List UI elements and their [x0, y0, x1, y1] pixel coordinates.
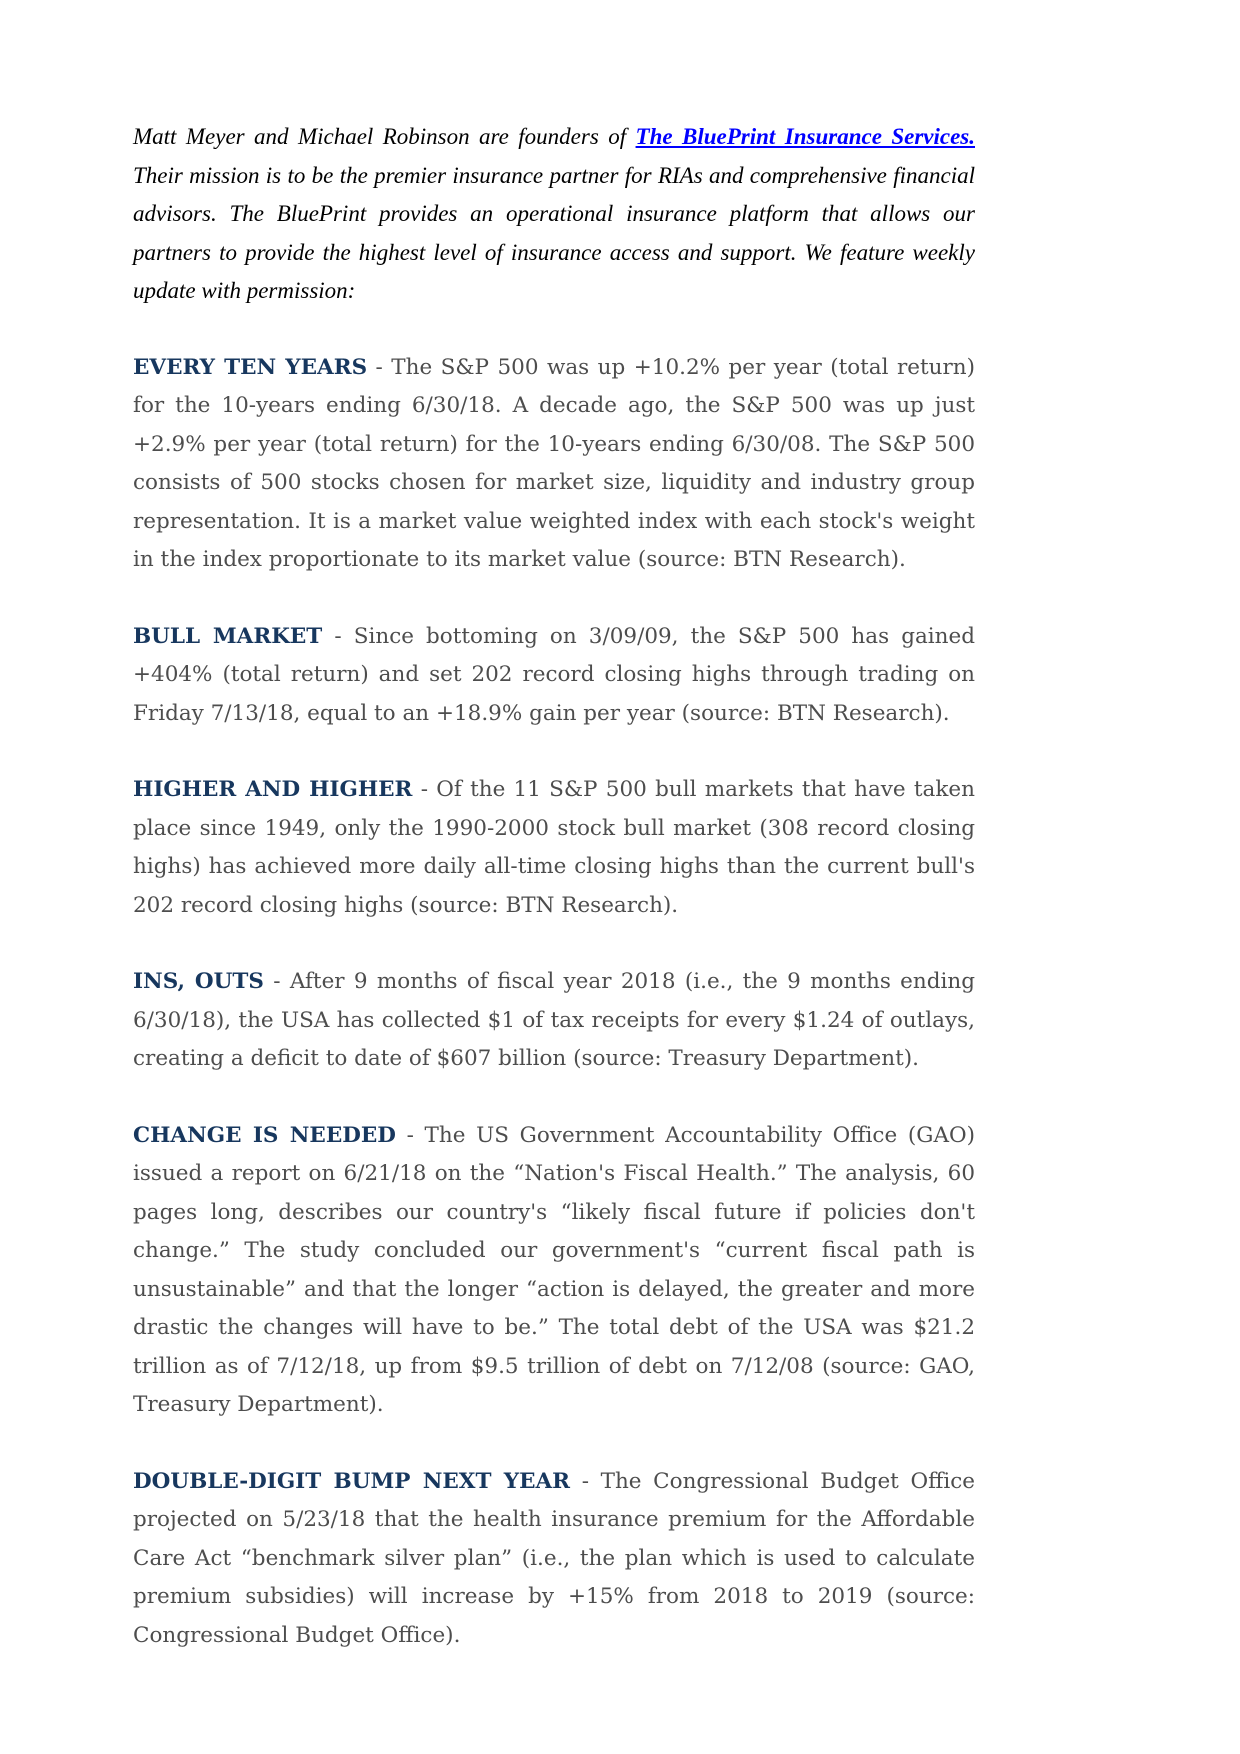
intro-text-after: Their mission is to be the premier insurance partner for RIAs and comprehensive financial advisors. The BluePrint provides an operational insurance platform that allows our partners to provide the highest level of insurance access and support. We feature weekly update with permission: [133, 162, 975, 303]
blueprint-link[interactable]: The BluePrint Insurance Services. [635, 124, 975, 149]
section-heading-bull-market: BULL MARKET [133, 623, 323, 649]
section-higher-and-higher [133, 771, 975, 925]
intro-paragraph [133, 118, 975, 311]
section-body-double-digit-bump: - The Congressional Budget Office projected on 5/23/18 that the health insurance premium for the Affordable Care Act “benchmark silver plan” (i.e., the plan which is used to calculate premium subsidies) will increase by +15% from 2018 to 2019 (source: Congressional Budget Office). [133, 1468, 975, 1648]
section-heading-higher-and-higher: HIGHER AND HIGHER [133, 777, 413, 802]
section-body-bull-market: - Since bottoming on 3/09/09, the S&P 500 has gained +404% (total return) and set 202 record closing highs through trading on Friday 7/13/18, equal to an +18.9% gain per year (source: BTN Research). [133, 623, 975, 726]
section-heading-double-digit-bump: DOUBLE-DIGIT BUMP NEXT YEAR [133, 1468, 571, 1494]
section-heading-every-ten-years: EVERY TEN YEARS [133, 354, 368, 380]
section-body-higher-and-higher: - Of the 11 S&P 500 bull markets that have taken place since 1949, only the 1990-2000 stock bull market (308 record closing highs) has achieved more daily all-time closing highs than the current bull's 202 record closing highs (source: BTN Research). [133, 777, 975, 918]
section-change-is-needed [133, 1117, 975, 1425]
section-body-change-is-needed: - The US Government Accountability Office (GAO) issued a report on 6/21/18 on the “Nation's Fiscal Health.” The analysis, 60 pages long, describes our country's “likely fiscal future if policies don't change.” The study concluded our government's “current fiscal path is unsustainable” and that the longer “action is delayed, the greater and more drastic the changes will have to be.” The total debt of the USA was $21.2 trillion as of 7/12/18, up from $9.5 trillion of debt on 7/12/08 (source: GAO, Treasury Department). [133, 1122, 975, 1417]
section-body-every-ten-years: - The S&P 500 was up +10.2% per year (total return) for the 10-years ending 6/30/18. A decade ago, the S&P 500 was up just +2.9% per year (total return) for the 10-years ending 6/30/08. The S&P 500 consists of 500 stocks chosen for market size, liquidity and industry group representation. It is a market value weighted index with each stock's weight in the index proportionate to its market value (source: BTN Research). [133, 354, 975, 572]
section-bull-market [133, 618, 975, 734]
section-heading-change-is-needed: CHANGE IS NEEDED [133, 1122, 396, 1148]
section-ins-outs [133, 963, 975, 1079]
section-heading-ins-outs: INS, OUTS [133, 969, 264, 994]
section-every-ten-years [133, 349, 975, 580]
section-double-digit-bump [133, 1463, 975, 1656]
section-body-ins-outs: - After 9 months of fiscal year 2018 (i.e., the 9 months ending 6/30/18), the USA has collected $1 of tax receipts for every $1.24 of outlays, creating a deficit to date of $607 billion (source: Treasury Department). [133, 969, 976, 1071]
intro-text-before: Matt Meyer and Michael Robinson are founders of [133, 124, 636, 149]
